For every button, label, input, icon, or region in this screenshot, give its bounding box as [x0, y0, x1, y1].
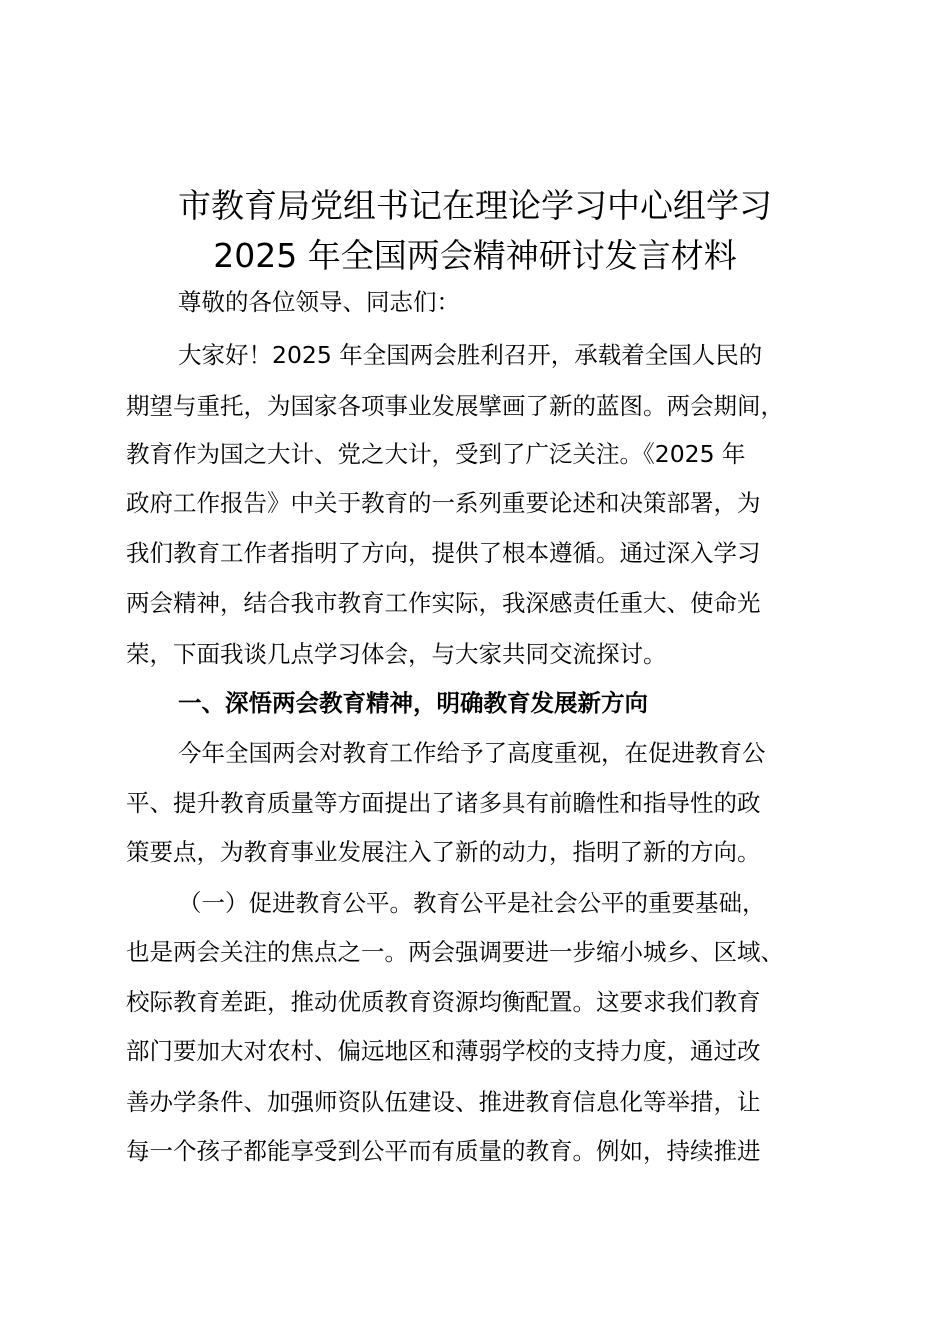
document-title-line-1: 市教育局党组书记在理论学习中心组学习 [178, 186, 772, 225]
paragraph-line: 教育作为国之大计、党之大计，受到了广泛关注。《2025 年 [126, 440, 746, 468]
paragraph-line: 部门要加大对农村、偏远地区和薄弱学校的支持力度，通过改 [126, 1037, 761, 1065]
paragraph-line: 我们教育工作者指明了方向，提供了根本遵循。通过深入学习 [126, 539, 761, 567]
paragraph-line: 期望与重托，为国家各项事业发展擘画了新的蓝图。两会期间， [126, 392, 784, 420]
paragraph-line: 荣，下面我谈几点学习体会，与大家共同交流探讨。 [126, 640, 667, 668]
salutation: 尊敬的各位领导、同志们： [178, 288, 460, 316]
paragraph-line: 也是两会关注的焦点之一。两会强调要进一步缩小城乡、区域、 [126, 938, 784, 966]
paragraph-line: 策要点，为教育事业发展注入了新的动力，指明了新的方向。 [126, 838, 761, 866]
paragraph-line: 两会精神，结合我市教育工作实际，我深感责任重大、使命光 [126, 589, 761, 617]
paragraph-line: 校际教育差距，推动优质教育资源均衡配置。这要求我们教育 [126, 988, 761, 1016]
section-heading: 一、深悟两会教育精神，明确教育发展新方向 [178, 689, 648, 717]
paragraph-line: 大家好！2025 年全国两会胜利召开，承载着全国人民的 [178, 341, 763, 369]
paragraph-line: 善办学条件、加强师资队伍建设、推进教育信息化等举措，让 [126, 1088, 761, 1116]
paragraph-line: 政府工作报告》中关于教育的一系列重要论述和决策部署，为 [126, 489, 761, 517]
paragraph-line: （一）促进教育公平。教育公平是社会公平的重要基础， [178, 889, 766, 917]
paragraph-line: 每一个孩子都能享受到公平而有质量的教育。例如，持续推进 [126, 1137, 761, 1165]
paragraph-line: 今年全国两会对教育工作给予了高度重视，在促进教育公 [178, 739, 766, 767]
document-title-line-2: 2025 年全国两会精神研讨发言材料 [213, 236, 737, 275]
paragraph-line: 平、提升教育质量等方面提出了诸多具有前瞻性和指导性的政 [126, 789, 761, 817]
